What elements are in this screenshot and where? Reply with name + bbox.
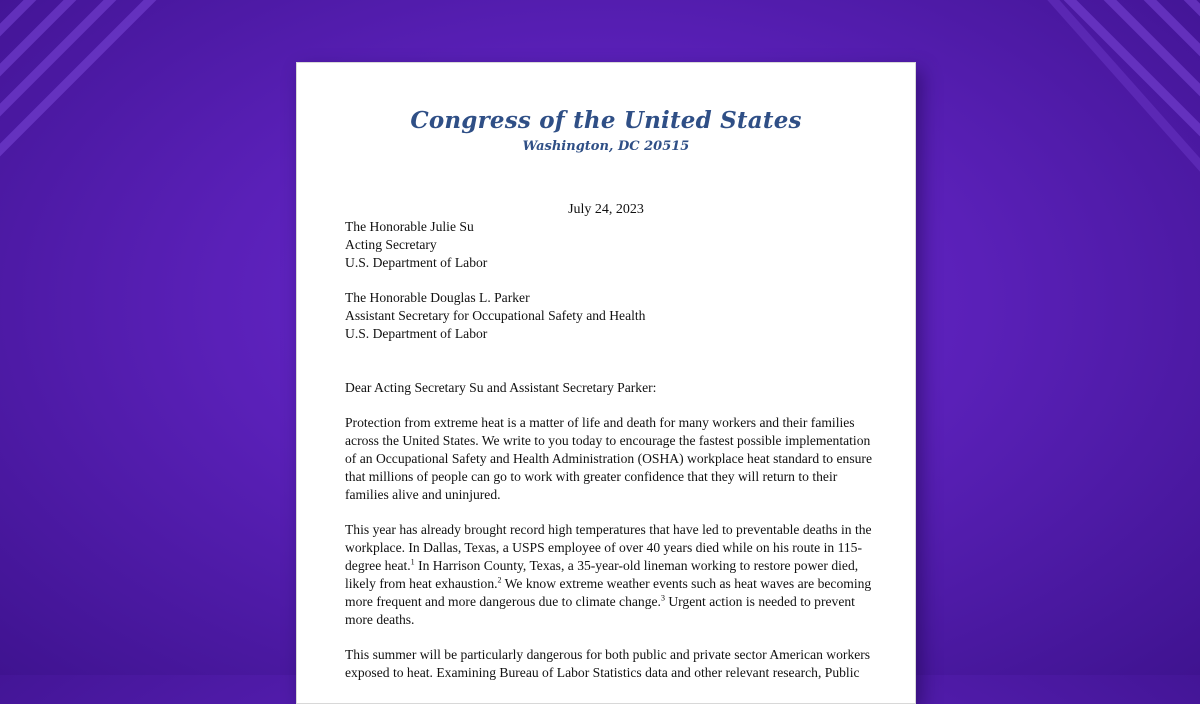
paragraph-line: families alive and uninjured. <box>345 487 501 502</box>
footnote-ref: 1 <box>410 557 415 567</box>
paragraph-line: that millions of people can go to work with greater confidence that they will return to their <box>345 469 838 484</box>
paragraph-line: This year has already brought record high temperatures that have led to preventable deaths in the <box>345 522 872 537</box>
paragraph-3 <box>345 646 875 682</box>
paragraph-line <box>345 593 875 611</box>
letterhead-subtitle: Washington, DC 20515 <box>522 139 690 154</box>
recipient-org: U.S. Department of Labor <box>345 326 488 341</box>
recipient-title: Acting Secretary <box>345 237 437 252</box>
recipient-block-2 <box>345 289 885 343</box>
recipient-name: The Honorable Douglas L. Parker <box>345 290 530 305</box>
paragraph-line: workplace. In Dallas, Texas, a USPS employee of over 40 years died while on his route in 115- <box>345 540 862 555</box>
paragraph-2 <box>345 521 875 629</box>
paragraph-line: of an Occupational Safety and Health Administration (OSHA) workplace heat standard to ensure <box>345 451 872 466</box>
line-text: likely from heat exhaustion. <box>345 576 498 591</box>
recipient-block-1 <box>345 218 885 272</box>
footnote-ref: 2 <box>497 575 502 585</box>
paragraph-line <box>345 575 875 593</box>
line-text: more frequent and more dangerous due to climate change. <box>345 594 661 609</box>
footnote-ref: 3 <box>660 593 665 603</box>
line-text: degree heat. <box>345 558 411 573</box>
paragraph-line: Protection from extreme heat is a matter of life and death for many workers and their families <box>345 415 855 430</box>
salutation <box>345 379 885 397</box>
recipient-org: U.S. Department of Labor <box>345 255 488 270</box>
recipient-title: Assistant Secretary for Occupational Safety and Health <box>345 308 646 323</box>
paragraph-line: more deaths. <box>345 612 415 627</box>
paragraph-line: across the United States. We write to you today to encourage the fastest possible implementation <box>345 433 871 448</box>
line-text: We know extreme weather events such as heat waves are becoming <box>501 576 872 591</box>
letter-document <box>296 62 916 704</box>
line-text: In Harrison County, Texas, a 35-year-old lineman working to restore power died, <box>414 558 859 573</box>
paragraph-line: exposed to heat. Examining Bureau of Labor Statistics data and other relevant research, Public <box>345 665 860 680</box>
salutation-text: Dear Acting Secretary Su and Assistant Secretary Parker: <box>345 380 657 395</box>
paragraph-line: This summer will be particularly dangerous for both public and private sector American workers <box>345 647 871 662</box>
letter-date: July 24, 2023 <box>568 202 644 217</box>
recipient-name: The Honorable Julie Su <box>345 219 474 234</box>
line-text: Urgent action is needed to prevent <box>664 594 855 609</box>
letterhead-title: Congress of the United States <box>410 107 802 134</box>
paragraph-1 <box>345 414 875 504</box>
paragraph-line <box>345 557 875 575</box>
